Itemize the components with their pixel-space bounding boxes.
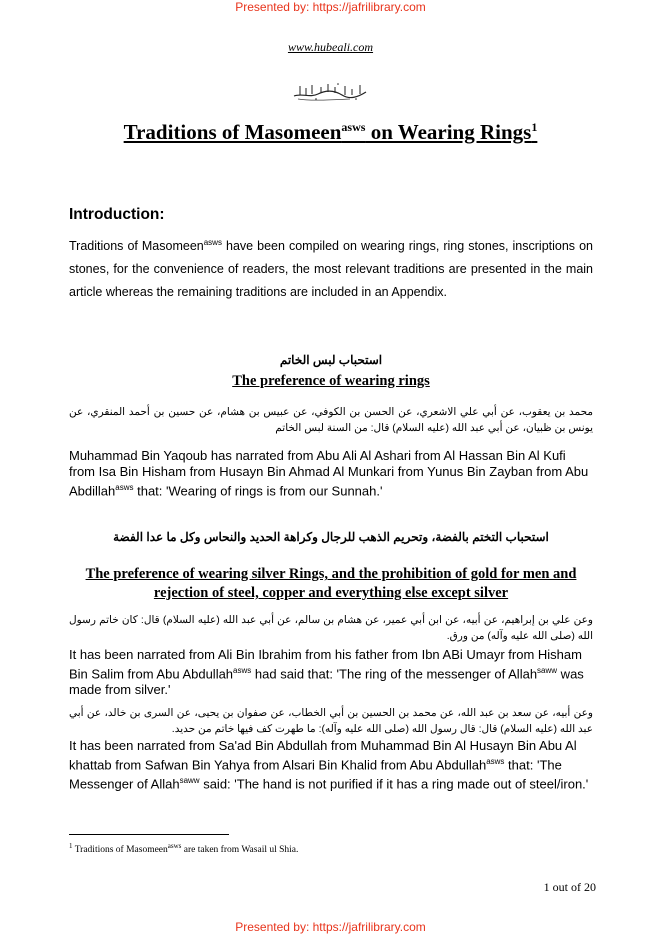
footnote-divider [69,834,229,835]
footnote-ref[interactable]: 1 [531,120,538,134]
page-title: Traditions of Masomeen$^{asws}$ on Wearing Rings$^1$ [123,120,538,144]
section1-heading: The preference of wearing rings [232,373,430,389]
top-banner: Presented by: https://jafrilibrary.com [235,0,426,14]
hadith1-arabic: وعن علي بن إبراهيم، عن أبيه، عن ابن أبي عمير، عن هشام بن سالم، عن أبي عبد الله (عليه السلام) قال: كان خاتم رسول الله (صلى الله عليه وآله) من ورق. [69,614,593,642]
hadith1-english: It has been narrated from Ali Bin Ibrahim from his father from Ibn ABi Umayr from Hisham Bin Salim from Abu Abdullah$^{asws}$ had said that: 'The ring of the messenger of Allah$^{saww}$ was made from silver.' [69,647,584,698]
intro-heading: Introduction: [69,206,165,223]
site-url[interactable]: www.hubeali.com [287,40,374,54]
hadith2-english: It has been narrated from Sa'ad Bin Abdullah from Muhammad Bin Al Husayn Bin Abu Al khattab from Safwan Bin Yahya from Alsari Bin Khalid from Abu Abdullah$^{asws}$ that: 'The Messenger of Allah$^{saww}$ said: 'The hand is not purified if it has a ring made out of steel/iron.' [69,738,589,792]
bottom-banner: Presented by: https://jafrilibrary.com [235,920,426,934]
section2-heading: The preference of wearing silver Rings, and the prohibition of gold for men and rejection of steel, copper and everything else except silver [85,566,577,601]
basmala-calligraphy-icon [290,80,370,102]
footnote: $^1$ Traditions of Masomeen$^{asws}$ are taken from Wasail ul Shia. [69,842,299,856]
section1-english-text: Muhammad Bin Yaqoub has narrated from Abu Ali Al Ashari from Al Hassan Bin Al Kufi from Isa Bin Hisham from Husayn Bin Ahmad Al Munkari from Yunus Bin Zayban from Abu Abdillah$^{asws}$ that: 'Wearing of rings is from our Sunnah.' [69,448,589,499]
intro-paragraph: Traditions of Masomeen$^{asws}$ have been compiled on wearing rings, ring stones, inscriptions on stones, for the convenience of readers, the most relevant traditions are presented in the main article whereas the remaining traditions are included in an Appendix. [69,238,593,300]
hadith2-arabic: وعن أبيه، عن سعد بن عبد الله، عن محمد بن الحسين بن أبي الخطاب، عن صفوان بن يحيى، عن السرى بن خالد، عن أبي عبد الله (عليه السلام) قال: قال رسول الله (صلى الله عليه وآله): ما طهرت كف فيها خاتم من حديد. [69,707,593,735]
section1-arabic-text: محمد بن يعقوب، عن أبي علي الاشعري، عن الحسن بن الكوفي، عن عبيس بن هشام، عن حسين بن أحمد المنقري، عن يونس بن ظبيان، عن أبي عبد الله (عليه السلام) قال: من السنة لبس الخاتم [69,406,593,434]
section2-arabic-heading: استحباب التختم بالفضة، وتحريم الذهب للرجال وكراهة الحديد والنحاس وكل ما عدا الفضة [113,530,549,544]
page-number: 1 out of 20 [543,880,596,894]
section1-arabic-heading: استحباب لبس الخاتم [279,353,383,367]
